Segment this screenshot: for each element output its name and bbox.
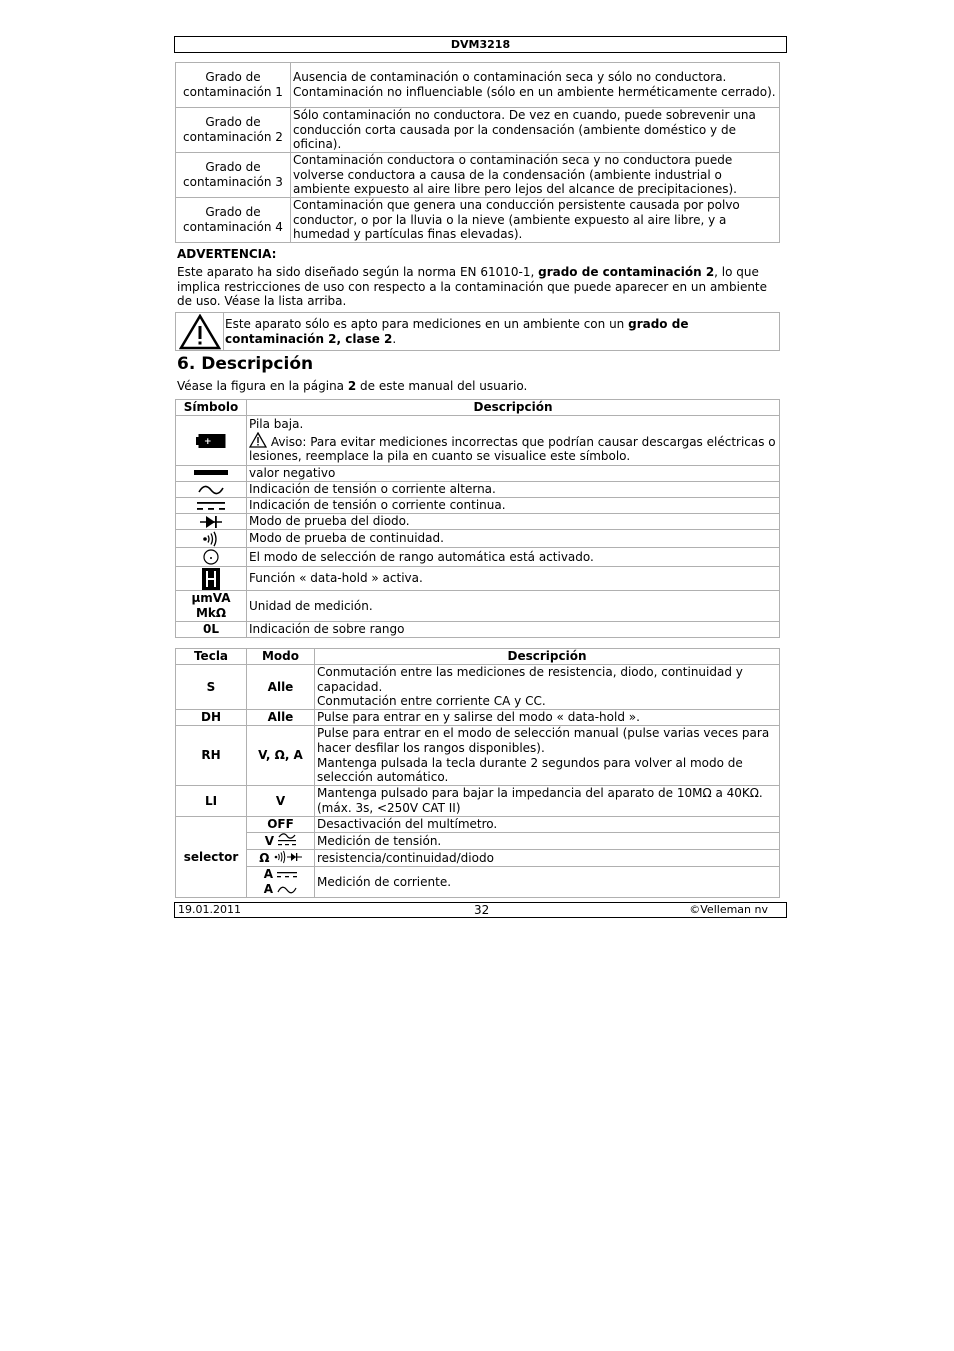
key-cell: selector bbox=[176, 817, 247, 898]
mode-cell: OFF bbox=[247, 817, 315, 833]
ac-wave-icon bbox=[198, 484, 224, 496]
table-row bbox=[176, 498, 780, 514]
symbol-cell bbox=[176, 466, 247, 482]
warning-box bbox=[175, 312, 780, 351]
description-line: Pulse para entrar en el modo de selección manual (pulse varias veces para hacer desfilar los rangos disponibles). bbox=[317, 726, 770, 755]
table-row bbox=[176, 416, 780, 466]
mode-cell bbox=[247, 867, 315, 898]
table-row bbox=[176, 466, 780, 482]
mode-line bbox=[249, 882, 312, 897]
description-cell bbox=[247, 416, 780, 466]
hold-icon bbox=[202, 568, 220, 590]
table-row bbox=[176, 850, 780, 867]
mode-cell bbox=[247, 850, 315, 867]
description-cell: valor negativo bbox=[247, 466, 780, 482]
table-row bbox=[176, 514, 780, 530]
pollution-degree-text: Contaminación que genera una conducción persistente causada por polvo conductor, o por la lluvia o la nieve (ambiente expuesto al aire libre, y a humedad y partículas finas elevadas). bbox=[291, 198, 780, 243]
unit-symbols: MkΩ bbox=[195, 606, 227, 620]
description-line: Mantenga pulsada la tecla durante 2 segundos para volver al modo de selección automático. bbox=[317, 755, 743, 785]
pollution-degree-text: Contaminación conductora o contaminación seca y no conductora puede volverse conductora a causa de la condensación (ambiente industrial o ambiente expuesto al aire libre pero lejos del alcance de precipitaciones). bbox=[291, 153, 780, 198]
figure-page-number: 2 bbox=[347, 379, 357, 393]
description-cell: El modo de selección de rango automática está activado. bbox=[247, 548, 780, 567]
table-row bbox=[176, 726, 780, 786]
description-cell: Indicación de sobre rango bbox=[247, 622, 780, 638]
unit-symbols: µmVA bbox=[191, 591, 231, 606]
warning-box-bold: grado de contaminación 2, clase 2 bbox=[225, 317, 689, 346]
pollution-degree-text: Sólo contaminación no conductora. De vez en cuando, puede sobrevenir una conducción corta causada por la condensación (ambiente doméstico y de oficina). bbox=[291, 108, 780, 153]
symbol-cell bbox=[176, 482, 247, 498]
description-cell bbox=[315, 726, 780, 786]
page-header: DVM3218 bbox=[174, 36, 787, 53]
section-heading: 6. Descripción bbox=[177, 354, 314, 374]
battery-warning bbox=[249, 432, 777, 464]
warning-box-text bbox=[225, 317, 775, 346]
figure-reference-text: Véase la figura en la página bbox=[177, 379, 348, 393]
table-row bbox=[176, 591, 780, 622]
table-row bbox=[176, 63, 780, 108]
column-header-key: Tecla bbox=[176, 649, 247, 665]
description-cell: Mantenga pulsado para bajar la impedancia del aparato de 10MΩ a 40KΩ. (máx. 3s, <250V CAT II) bbox=[315, 786, 780, 817]
description-cell: Modo de prueba del diodo. bbox=[247, 514, 780, 530]
description-cell: Modo de prueba de continuidad. bbox=[247, 530, 780, 548]
minus-bar-icon bbox=[194, 470, 228, 478]
footer-copyright: ©Velleman nv bbox=[689, 903, 768, 916]
description-line: Conmutación entre corriente CA y CC. bbox=[317, 694, 546, 709]
column-header-symbol: Símbolo bbox=[176, 400, 247, 416]
mode-line bbox=[249, 867, 312, 882]
mode-letter: A bbox=[263, 867, 274, 882]
keys-table bbox=[175, 648, 780, 898]
key-cell: DH bbox=[176, 710, 247, 726]
pollution-degree-label: Grado de contaminación 1 bbox=[176, 63, 291, 108]
table-row bbox=[176, 153, 780, 198]
warning-text-bold: grado de contaminación 2 bbox=[538, 265, 715, 279]
column-header-description: Descripción bbox=[247, 400, 780, 416]
dc-icon bbox=[197, 500, 225, 512]
description-line: Conmutación entre las mediciones de resistencia, diodo, continuidad y capacidad. bbox=[317, 665, 743, 694]
warning-box-plain: Este aparato sólo es apto para mediciones en un ambiente con un bbox=[225, 317, 629, 331]
description-cell: Desactivación del multímetro. bbox=[315, 817, 780, 833]
table-row bbox=[176, 710, 780, 726]
key-cell: S bbox=[176, 665, 247, 710]
mode-letter: A bbox=[263, 882, 274, 896]
table-row bbox=[176, 622, 780, 638]
table-row bbox=[176, 482, 780, 498]
mode-cell: Alle bbox=[247, 710, 315, 726]
pollution-degree-label: Grado de contaminación 4 bbox=[176, 198, 291, 243]
description-cell: Unidad de medición. bbox=[247, 591, 780, 622]
description-cell bbox=[315, 665, 780, 710]
pollution-degree-table bbox=[175, 62, 780, 243]
figure-reference-text: de este manual del usuario. bbox=[356, 379, 528, 393]
page-footer bbox=[174, 902, 787, 918]
warning-triangle-icon bbox=[179, 314, 221, 350]
description-cell: Indicación de tensión o corriente alterna. bbox=[247, 482, 780, 498]
mode-cell: V bbox=[247, 786, 315, 817]
autorange-icon bbox=[203, 549, 219, 565]
mode-cell: Alle bbox=[247, 665, 315, 710]
warning-text: , lo que implica restricciones de uso con respecto a la contaminación que puede aparecer en un ambiente de uso. Véase la lista arriba. bbox=[177, 265, 768, 309]
diode-icon bbox=[200, 515, 222, 529]
pollution-degree-label: Grado de contaminación 3 bbox=[176, 153, 291, 198]
continuity-diode-icon bbox=[274, 850, 302, 864]
pollution-degree-text: Ausencia de contaminación o contaminación seca y sólo no conductora. Contaminación no influenciable (sólo en un ambiente herméticamente cerrado). bbox=[291, 63, 780, 108]
ac-dc-icon bbox=[278, 833, 296, 847]
warning-triangle-icon bbox=[249, 432, 267, 448]
warning-box-plain: . bbox=[392, 331, 397, 346]
warning-heading: ADVERTENCIA: bbox=[177, 247, 277, 261]
mode-letter: V bbox=[264, 834, 275, 849]
ac-wave-icon bbox=[277, 885, 297, 895]
description-cell: resistencia/continuidad/diodo bbox=[315, 850, 780, 867]
battery-icon bbox=[196, 434, 226, 448]
table-row bbox=[176, 530, 780, 548]
column-header-description: Descripción bbox=[315, 649, 780, 665]
mode-cell: V, Ω, A bbox=[247, 726, 315, 786]
symbol-cell: 0L bbox=[176, 622, 247, 638]
mode-letter: Ω bbox=[259, 851, 270, 866]
table-row bbox=[176, 108, 780, 153]
description-cell: Función « data-hold » activa. bbox=[247, 567, 780, 591]
key-cell: RH bbox=[176, 726, 247, 786]
pollution-degree-label: Grado de contaminación 2 bbox=[176, 108, 291, 153]
table-row bbox=[176, 567, 780, 591]
table-header-row bbox=[176, 400, 780, 416]
description-cell: Indicación de tensión o corriente continua. bbox=[247, 498, 780, 514]
warning-text: Este aparato ha sido diseñado según la norma EN 61010-1, bbox=[177, 265, 539, 279]
description-cell: Medición de corriente. bbox=[315, 867, 780, 898]
continuity-icon bbox=[202, 531, 220, 547]
symbol-cell bbox=[176, 416, 247, 466]
figure-reference bbox=[177, 379, 527, 393]
svg-text:+: + bbox=[204, 436, 212, 447]
footer-page-number: 32 bbox=[474, 903, 490, 917]
table-row bbox=[176, 786, 780, 817]
description-cell: Medición de tensión. bbox=[315, 833, 780, 850]
table-row bbox=[176, 867, 780, 898]
battery-warning-text: Aviso: Para evitar mediciones incorrectas que podrían causar descargas eléctricas o lesiones, reemplace la pila en cuanto se visualice este símbolo. bbox=[249, 434, 776, 464]
footer-date: 19.01.2011 bbox=[178, 903, 241, 916]
divider bbox=[223, 313, 224, 350]
symbol-cell bbox=[176, 530, 247, 548]
symbol-cell bbox=[176, 514, 247, 530]
table-header-row bbox=[176, 649, 780, 665]
symbol-cell bbox=[176, 567, 247, 591]
symbol-cell bbox=[176, 591, 247, 622]
table-row bbox=[176, 833, 780, 850]
table-row bbox=[176, 817, 780, 833]
key-cell: LI bbox=[176, 786, 247, 817]
table-row bbox=[176, 665, 780, 710]
symbols-table bbox=[175, 399, 780, 638]
table-row bbox=[176, 548, 780, 567]
warning-paragraph bbox=[177, 265, 777, 309]
description-cell: Pulse para entrar en y salirse del modo « data-hold ». bbox=[315, 710, 780, 726]
dc-icon bbox=[277, 870, 297, 880]
symbol-cell bbox=[176, 498, 247, 514]
table-row bbox=[176, 198, 780, 243]
battery-low-text: Pila baja. bbox=[249, 417, 304, 432]
column-header-mode: Modo bbox=[247, 649, 315, 665]
symbol-cell bbox=[176, 548, 247, 567]
mode-cell bbox=[247, 833, 315, 850]
